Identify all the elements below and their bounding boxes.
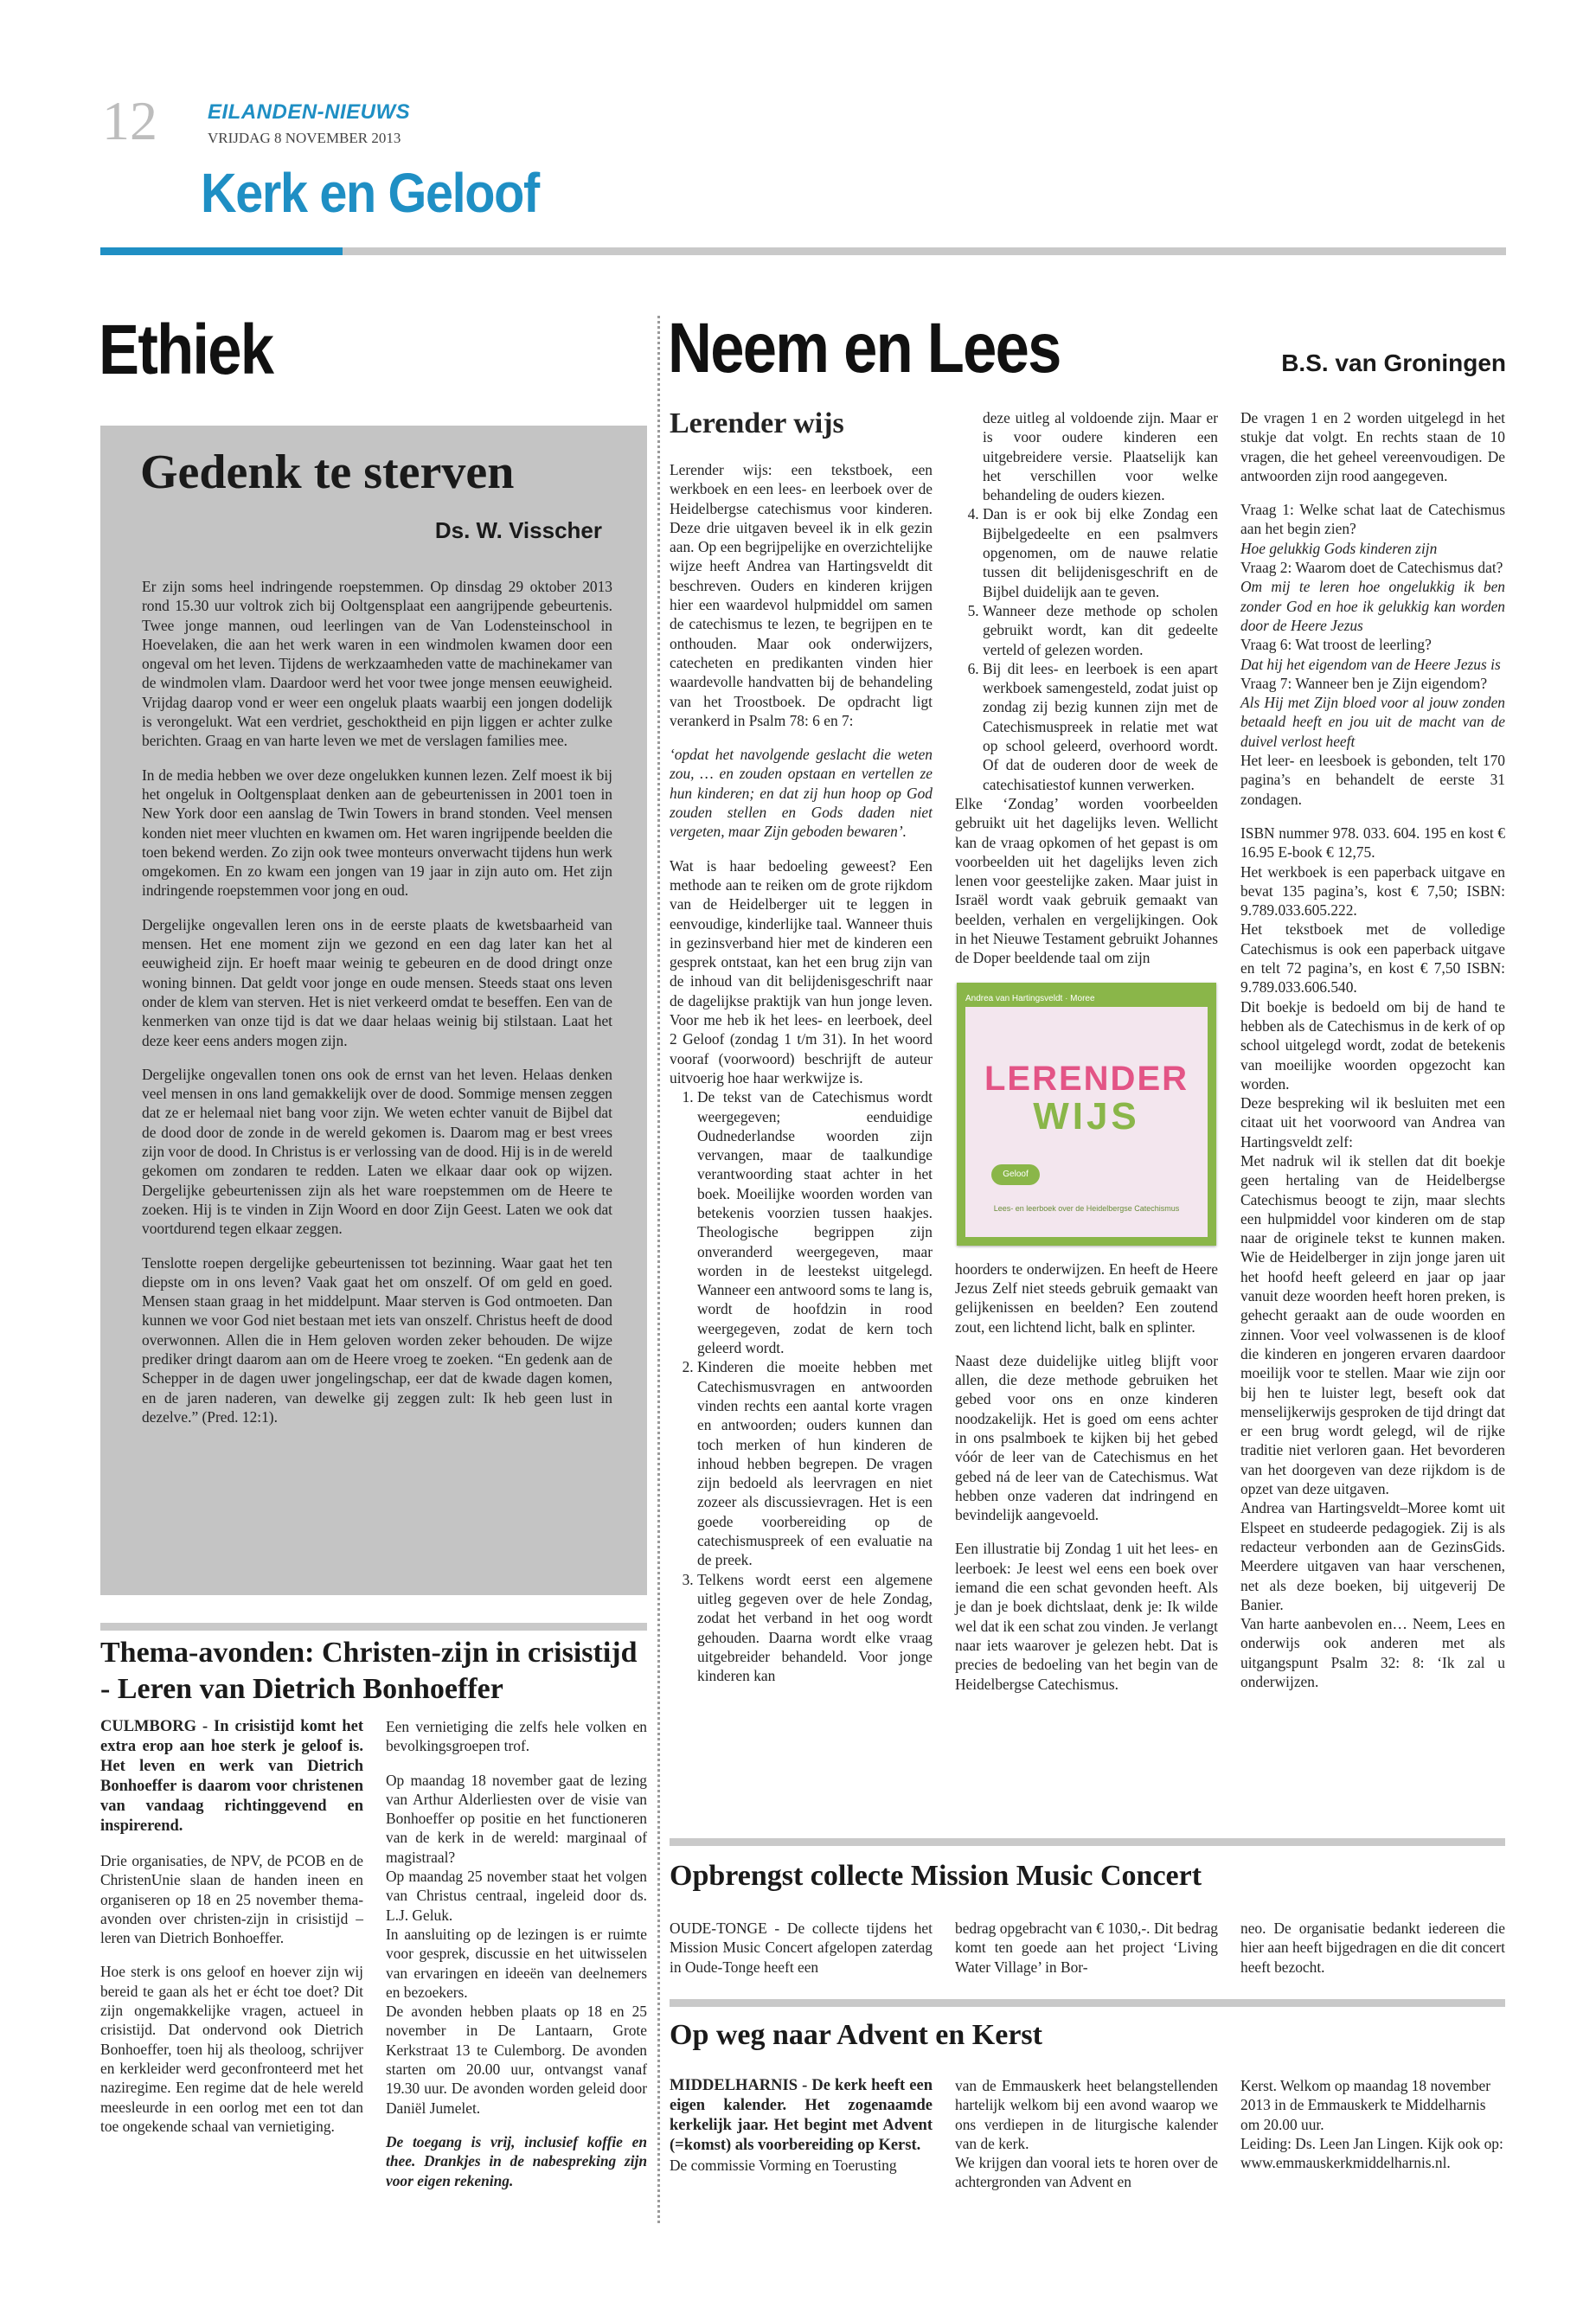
thema-paragraph: Drie organisaties, de NPV, de PCOB en de ChristenUnie slaan de handen ineen en organiseren op 18 en 25 november thema-avonden over christen-zijn in crisistijd – leren van Dietrich Bonhoeffer.: [100, 1852, 363, 1947]
column-divider: [657, 316, 660, 2223]
neem-paragraph: Andrea van Hartingsveldt–Moree komt uit Elspeet en studeerde pedagogiek. Zij is als redacteur verbonden aan de GezinsGids. Meerdere uitgaven van haar verschenen, net als deze boeken, bij uitgeverij De Banier.: [1240, 1499, 1505, 1613]
ethiek-author: Ds. W. Visscher: [434, 517, 602, 543]
advent-paragraph: We krijgen dan vooral iets te horen over de achtergronden van Advent en: [955, 2154, 1218, 2191]
collecte-col2: bedrag opgebracht van € 1030,-. Dit bedrag komt ten goede aan het project ‘Living Water Village’ in Bor-: [955, 1920, 1218, 1976]
advent-title: Op weg naar Advent en Kerst: [670, 2019, 1042, 2051]
thema-lead: CULMBORG - In crisistijd komt het extra erop aan hoe sterk je geloof is. Het leven en werk van Dietrich Bonhoeffer is daarom voor christenen van vandaag richtinggevend en inspirerend.: [100, 1718, 363, 1835]
ethiek-paragraph: Er zijn soms heel indringende roepstemmen. Op dinsdag 29 oktober 2013 rond 15.30 uur voltrok zich bij Ooltgensplaat een aangrijpende gebeurtenis. Twee jonge mannen, oud leerlingen van de Van Lodensteinschool in Hoevelaken, die aan het werk waren in een windmolen kwamen door een ongeval om het leven. Tijdens de werkzaamheden vatte de machinekamer van de windmolen vlam. Daardoor werd het voor twee jonge mensen eeuwigheid. Vrijdag daarop vond er weer een ongeluk plaats waarbij een jongen dodelijk is verongelukt. Wat een verdriet, geschoktheid en pijn liggen er achter zulke berichten. Graag en van harte leven we met de verslagen families mee.: [142, 578, 612, 750]
neem-list-item: 6. Bij dit lees- en leerboek is een apart werkboek samengesteld, zodat juist op zondag zij bezig kunnen zijn met de Catechismuspreek in relatie met wat op school geleerd, overhoord wordt. Of dat de ouderen door de week de catechisatiestof kunnen verwerken.: [983, 659, 1218, 794]
ethiek-body: [142, 577, 612, 1441]
advent-paragraph: De commissie Vorming en Toerusting: [670, 2157, 897, 2174]
neem-list-item: 4. Dan is er ook bij elke Zondag een Bijbelgedeelte en een psalmvers opgenomen, om de nauwe relatie tussen dit belijdenisgeschrift en de Bijbel duidelijk aan te geven.: [983, 504, 1218, 600]
neem-section-title: Neem en Lees: [668, 309, 1061, 388]
neem-paragraph: Een illustratie bij Zondag 1 uit het lees- en leerboek: Je leest wel eens een boek over iemand die een schat gevonden heeft. Als je dan je boek dichtslaat, denk je: Ik wilde wel dat ik een schat zou vinden. Je verlangt naar iets waarover je gelezen hebt. Dat is precies de bedoeling van het begin van de Heidelbergse Catechismus.: [955, 1540, 1218, 1693]
neem-paragraph: Dit boekje is bedoeld om bij de hand te hebben als de Catechismus in de kerk of op school uitgelegd wordt, zodat de betekenis van moeilijke woorden opgezocht kan worden.: [1240, 997, 1505, 1093]
thema-paragraph: Hoe sterk is ons geloof en hoever zijn wij bereid te gaan als het er écht toe doet? Dit zijn ongemakkelijke vragen, actueel in crisistijd. Dat ondervond ook Dietrich Bonhoeffer, toen hij als theoloog, schrijver en kerkleider werd geconfronteerd met het naziregime. Een regime dat de hele wereld meesleurde in een oorlog met een tot dan toe ongekende schaal van vernietiging.: [100, 1963, 363, 2135]
ethiek-paragraph: Dergelijke ongevallen tonen ons ook de ernst van het leven. Helaas denken veel mensen in ons land gemakkelijk over de dood. Sommige mensen zeggen dat ze er helemaal niet bang voor zijn. We weten echter vanuit de Bijbel dat de dood door de zonde in de wereld gekomen is. Daarom mag er best vrees zijn voor de dood. In Christus is er verlossing van de dood. Hij is in de wereld gekomen om zondaren te redden. Laten we elkaar daar ook op wijzen. Dergelijke gebeurtenissen zijn als het ware roepstemmen om de Heere te zoeken. Hij is te vinden in Zijn Woord en door Zijn Geest. Laten we ook dat voortdurend tegen elkaar zeggen.: [142, 1065, 612, 1238]
neem-qa-block: [1240, 500, 1505, 751]
neem-paragraph: Wat is haar bedoeling geweest? Een methode aan te reiken om de grote rijkdom van de Heidelberger uit te leggen in eenvoudige, kinderlijke taal. Wanneer thuis in gezinsverband hier met de kinderen een gesprek ontstaat, kan het een brug zijn van de inhoud van dit belijdenisgeschrift naar de dagelijkse praktijk van hun jonge leven. Voor me heb ik het lees- en leerboek, deel 2 Geloof (zondag 1 t/m 31). In het woord vooraf (voorwoord) beschrijft de auteur uitvoerig hoe haar werkwijze is.: [670, 856, 933, 1086]
neem-paragraph: Het tekstboek met de volledige Catechismus is ook een paperback uitgave en telt 72 pagina’s, en kost € 7,50 ISBN: 9.789.033.606.540.: [1240, 920, 1505, 997]
neem-col3: [1240, 408, 1505, 1706]
issue-date: VRIJDAG 8 NOVEMBER 2013: [208, 130, 401, 146]
neem-paragraph: Elke ‘Zondag’ worden voorbeelden gebruikt uit het dagelijks leven. Wellicht kan de vraag opkomen of het gepast is om voorbeelden uit het dagelijks leven zich lenen voor geestelijke zaken. Maar juist in Israël wordt vaak gebruik gemaakt van beelden, verhalen en vergelijkingen. Ook in het Nieuwe Testament gebruikt Johannes de Doper beeldende taal om zijn: [955, 794, 1218, 967]
collecte-col1: OUDE-TONGE - De collecte tijdens het Mission Music Concert afgelopen zaterdag in Oude-Tonge heeft een: [670, 1920, 933, 1976]
neem-list-item: 1. De tekst van de Catechismus wordt weergegeven; eenduidige Oudnederlandse woorden zijn vervangen, maar de taalkundige verantwoording staat achter in het boek. Moeilijke woorden worden van betekenis voorzien tussen haakjes. Theologische begrippen zijn onveranderd weergegeven, maar worden in de leestekst uitgelegd. Wanneer een antwoord soms te lang is, wordt de hoofdzin in rood weergegeven, zodat de kern toch geleerd wordt.: [697, 1087, 933, 1357]
section-title: Kerk en Geloof: [201, 162, 539, 224]
neem-paragraph: Van harte aanbevolen en… Neem, Lees en onderwijs ook anderen met als uitgangspunt Psalm 32: 8: ‘Ik zal u onderwijzen.: [1240, 1615, 1505, 1690]
qa-question: Vraag 1: Welke schat laat de Catechismus aan het begin zien?: [1240, 501, 1505, 538]
page-number: 12: [102, 90, 157, 151]
advent-rule: [670, 1999, 1505, 2007]
neem-list-item: 3. Telkens wordt eerst een algemene uitleg gegeven over de hele Zondag, zodat het verband in het oog wordt gehouden. Daarna wordt elke vraag uitgebreider behandeld. Voor jonge kinderen kan: [697, 1570, 933, 1686]
neem-paragraph: Het leer- en leesboek is gebonden, telt 170 pagina’s en behandelt de eerste 31 zondagen.: [1240, 752, 1505, 808]
collecte-title: Opbrengst collecte Mission Music Concert: [670, 1860, 1202, 1892]
ethiek-paragraph: Dergelijke ongevallen leren ons in de eerste plaats de kwetsbaarheid van mensen. Het ene moment zijn we gezond en een dag later kan het al eeuwigheid zijn. Er hoeft maar weinig te gebeuren en de dood dringt onze woning binnen. Dat geldt voor jonge en oude mensen. Steeds staat ons leven onder de klem van sterven. Het is niet verkeerd omdat te beseffen. Een van de kenmerken van onze tijd is dat we daar helaas weinig bij stilstaan. Laat het deze keer eens anders mogen zijn.: [142, 915, 612, 1049]
neem-list-item: 5. Wanneer deze methode op scholen gebruikt wordt, kan dit gedeelte verteld of gelezen worden.: [983, 601, 1218, 659]
thema-paragraph: De avonden hebben plaats op 18 en 25 november in De Lantaarn, Grote Kerkstraat 13 te Culemborg. De avonden starten om 20.00 uur, ontvangst vanaf 19.30 uur. De avonden worden geleid door Daniël Jumelet.: [386, 2003, 647, 2117]
neem-paragraph: Lerender wijs: een tekstboek, een werkboek en een lees- en leerboek over de Heidelbergse catechismus voor kinderen. Deze drie uitgaven beveel ik in elk gezin aan. Op een begrijpelijke en overzichtelijke wijze heeft Andrea van Hartingsveldt dit beschreven. Ouders en kinderen krijgen hier een waardevol hulpmiddel om samen de catechismus te lezen, te begrijpen en te onthouden. Maar ook onderwijzers, catecheten en predikanten vinden hier waardevolle handvatten bij de behandeling van het Troostboek. De opdracht ligt verankerd in Psalm 78: 6 en 7:: [670, 461, 933, 729]
neem-paragraph: Met nadruk wil ik stellen dat dit boekje geen hertaling van de Heidelbergse Catechismus beoogt te zijn, maar slechts een hulpmiddel voor kinderen om de stap naar de originele tekst te kunnen maken. Wie de Heidelberger in zijn jonge jaren uit het hoofd heeft geleerd en jaar op jaar vanuit deze woorden heeft horen preken, is gehecht geraakt aan de oude woorden en zinnen. Voor veel volwassenen is de kloof die kinderen en jongeren ervaren daardoor moeilijk voor te stellen. Maar wie zijn oor bij hen te luister legt, beseft ook dat menselijkerwijs gesproken de tijd dringt dat er een brug wordt gelegd, wil de rijke traditie niet verloren gaan. Het bevorderen van het doorgeven van deze rijkdom is de opzet van deze uitgaven.: [1240, 1151, 1505, 1498]
qa-answer: Als Hij met Zijn bloed voor al jouw zonden betaald heeft en jou uit de macht van de duivel verlost heeft: [1240, 694, 1505, 750]
advent-paragraph: van de Emmauskerk heet belangstellenden hartelijk welkom bij een avond waarop we ons verdiepen in de liturgische kalender van de kerk.: [955, 2077, 1218, 2152]
book-author: Andrea van Hartingsveldt · Moree: [965, 993, 1095, 1003]
qa-question: Vraag 2: Waarom doet de Catechismus dat?: [1240, 559, 1503, 577]
book-panel: [965, 1007, 1208, 1237]
book-title-line1: LERENDER: [984, 1059, 1189, 1098]
qa-question: Vraag 7: Wanneer ben je Zijn eigendom?: [1240, 674, 1488, 692]
header-rule: [343, 247, 1506, 255]
thema-paragraph: Een vernietiging die zelfs hele volken en bevolkingsgroepen trof.: [386, 1718, 647, 1755]
neem-paragraph: hoorders te onderwijzen. En heeft de Heere Jezus Zelf niet steeds gebruik gemaakt van gelijkenissen en beelden? Een zoutend zout, een lichtend licht, balk en splinter.: [955, 1259, 1218, 1336]
neem-paragraph: Het werkboek is een paperback uitgave en bevat 135 pagina’s, kost € 7,50; ISBN: 9.789.033.605.222.: [1240, 862, 1505, 920]
advent-paragraph: Leiding: Ds. Leen Jan Lingen. Kijk ook op:: [1240, 2134, 1503, 2152]
thema-title: Thema-avonden: Christen-zijn in crisistijd - Leren van Dietrich Bonhoeffer: [100, 1637, 638, 1705]
thema-closing: De toegang is vrij, inclusief koffie en thee. Drankjes in de nabespreking zijn voor eigen rekening.: [386, 2132, 647, 2189]
thema-col1: [100, 1717, 363, 2150]
qa-answer: Dat hij het eigendom van de Heere Jezus is: [1240, 655, 1501, 673]
thema-paragraph: In aansluiting op de lezingen is er ruimte voor gesprek, discussie en het uitwisselen van ervaringen en ideeën van deelnemers en bezoekers.: [386, 1925, 647, 2001]
qa-answer: Hoe gelukkig Gods kinderen zijn: [1240, 539, 1438, 557]
thema-paragraph: Op maandag 18 november gaat de lezing van Arthur Alderliesten over de visie van Bonhoeffer op positie en het functioneren van de kerk in de wereld: marginaal of magistraal?: [386, 1771, 647, 1866]
ethiek-paragraph: Tenslotte roepen dergelijke gebeurtenissen tot bezinning. Waar gaat het ten diepste om in ons leven? Vaak gaat het om onszelf. Of om geld en goed. Mensen staan graag in het middelpunt. Maar sterven is God ontmoeten. Dan kunnen we voor God niet bestaan met iets van onszelf. Christus heeft de dood overwonnen. Allen die in Hem geloven worden zeker behouden. De wijze prediker dringt daarom aan om de Heere vroeg te zoeken. “En gedenk aan de Schepper in de dagen uwer jongelingschap, eer dat de kwade dagen komen, en de jaren naderen, van dewelke gij zeggen zult: Ik heb geen lust in dezelve.” (Pred. 12:1).: [142, 1253, 612, 1426]
neem-paragraph: Deze bespreking wil ik besluiten met een citaat uit het voorwoord van Andrea van Hartingsveldt zelf:: [1240, 1094, 1505, 1150]
ethiek-section-title: Ethiek: [99, 311, 273, 389]
collecte-col3: neo. De organisatie bedankt iedereen die hier aan heeft bijgedragen en die dit concert heeft bezocht.: [1240, 1920, 1505, 1976]
neem-quote: ‘opdat het navolgende geslacht die weten zou, … en zouden opstaan en vertellen ze hun kinderen; en dat zij hun hoop op God zouden stellen en Gods daden niet vergeten, maar Zijn geboden bewaren’.: [670, 746, 933, 841]
neem-col2: [955, 408, 1218, 1708]
thema-col2: [386, 1717, 647, 2205]
neem-list-item: 2. Kinderen die moeite hebben met Catechismusvragen en antwoorden vinden rechts een aantal korte vragen en antwoorden; ouders kunnen dan toch merken of hun kinderen de inhoud hebben begrepen. De vragen zijn bedoeld als leervragen en niet zozeer als discussievragen. Het is een goede voorbereiding op de catechismuspreek of een evaluatie na de preek.: [697, 1357, 933, 1569]
advent-col2: [955, 2076, 1218, 2192]
advent-lead: MIDDELHARNIS - De kerk heeft een eigen kalender. Het zogenaamde kerkelijk jaar. Het begint met Advent (=komst) als voorbereiding op Kerst.: [670, 2077, 933, 2154]
neem-paragraph: ISBN nummer 978. 033. 604. 195 en kost € 16.95 E-book € 12,75.: [1240, 824, 1505, 862]
ethiek-box: [100, 426, 647, 1595]
book-cover-image: [957, 983, 1216, 1246]
ethiek-article-title: Gedenk te sterven: [140, 445, 515, 499]
neem-paragraph: Naast deze duidelijke uitleg blijft voor allen, die deze methode gebruiken het gebed voor ons en onze kinderen noodzakelijk. Het is goed om eens achter in ons psalmboek te kijken bij het gebed vóór de leer van de Catechismus en het gebed ná de leer van de Catechismus. Wat hebben onze vaderen dat indringend en bevindelijk aangevoeld.: [955, 1351, 1218, 1524]
neem-paragraph: De vragen 1 en 2 worden uitgelegd in het stukje dat volgt. En rechts staan de 10 vragen, die het geheel vereenvoudigen. De antwoorden zijn rood aangegeven.: [1240, 409, 1505, 484]
advent-paragraph: Kerst. Welkom op maandag 18 november 2013 in de Emmauskerk te Middelharnis om 20.00 uur.: [1240, 2077, 1491, 2133]
advent-website-link[interactable]: www.emmauskerkmiddelharnis.nl.: [1240, 2154, 1451, 2172]
ethiek-paragraph: In de media hebben we over deze ongelukken kunnen lezen. Zelf moest ik bij het ongeluk in Ooltgensplaat denken aan de gebeurtenissen in 2001 toen in New York door een aanslag de Twin Towers in brand stonden. Veel mensen konden niet meer vluchten en kwamen om. Het waren ingrijpende beelden die toen bekend werden. Zo zijn ook twee monteurs onverwacht tijdens hun werk omgekomen. En zo kwam een jongen van 19 jaar in zijn auto om. Het zijn indringende roepstemmen voor jong en oud.: [142, 766, 612, 900]
book-badge: Geloof: [991, 1164, 1040, 1185]
neem-col1: [670, 407, 933, 1685]
thema-paragraph: Op maandag 25 november staat het volgen van Christus centraal, ingeleid door ds. L.J. Geluk.: [386, 1868, 647, 1924]
header-rule-accent: [100, 247, 343, 255]
thema-rule: [100, 1623, 647, 1631]
qa-question: Vraag 6: Wat troost de leerling?: [1240, 636, 1432, 654]
advent-col1: [670, 2076, 933, 2175]
neem-paragraph: deze uitleg al voldoende zijn. Maar er is voor oudere kinderen een uitgebreidere versie. Plaatselijk kan het verschillen voor welke behandeling de ouders kiezen.: [983, 409, 1218, 504]
neem-author: B.S. van Groningen: [1281, 349, 1506, 376]
advent-col3: [1240, 2076, 1505, 2172]
book-title-line2: WIJS: [1033, 1094, 1140, 1138]
neem-subtitle: Lerender wijs: [670, 407, 844, 439]
collecte-rule: [670, 1838, 1505, 1846]
book-subtitle: Lees- en leerboek over de Heidelbergse Catechismus: [993, 1203, 1180, 1213]
qa-answer: Om mij te leren hoe ongelukkig ik ben zonder God en hoe ik gelukkig kan worden door de Heere Jezus: [1240, 578, 1505, 634]
masthead: EILANDEN-NIEUWS: [208, 100, 411, 124]
